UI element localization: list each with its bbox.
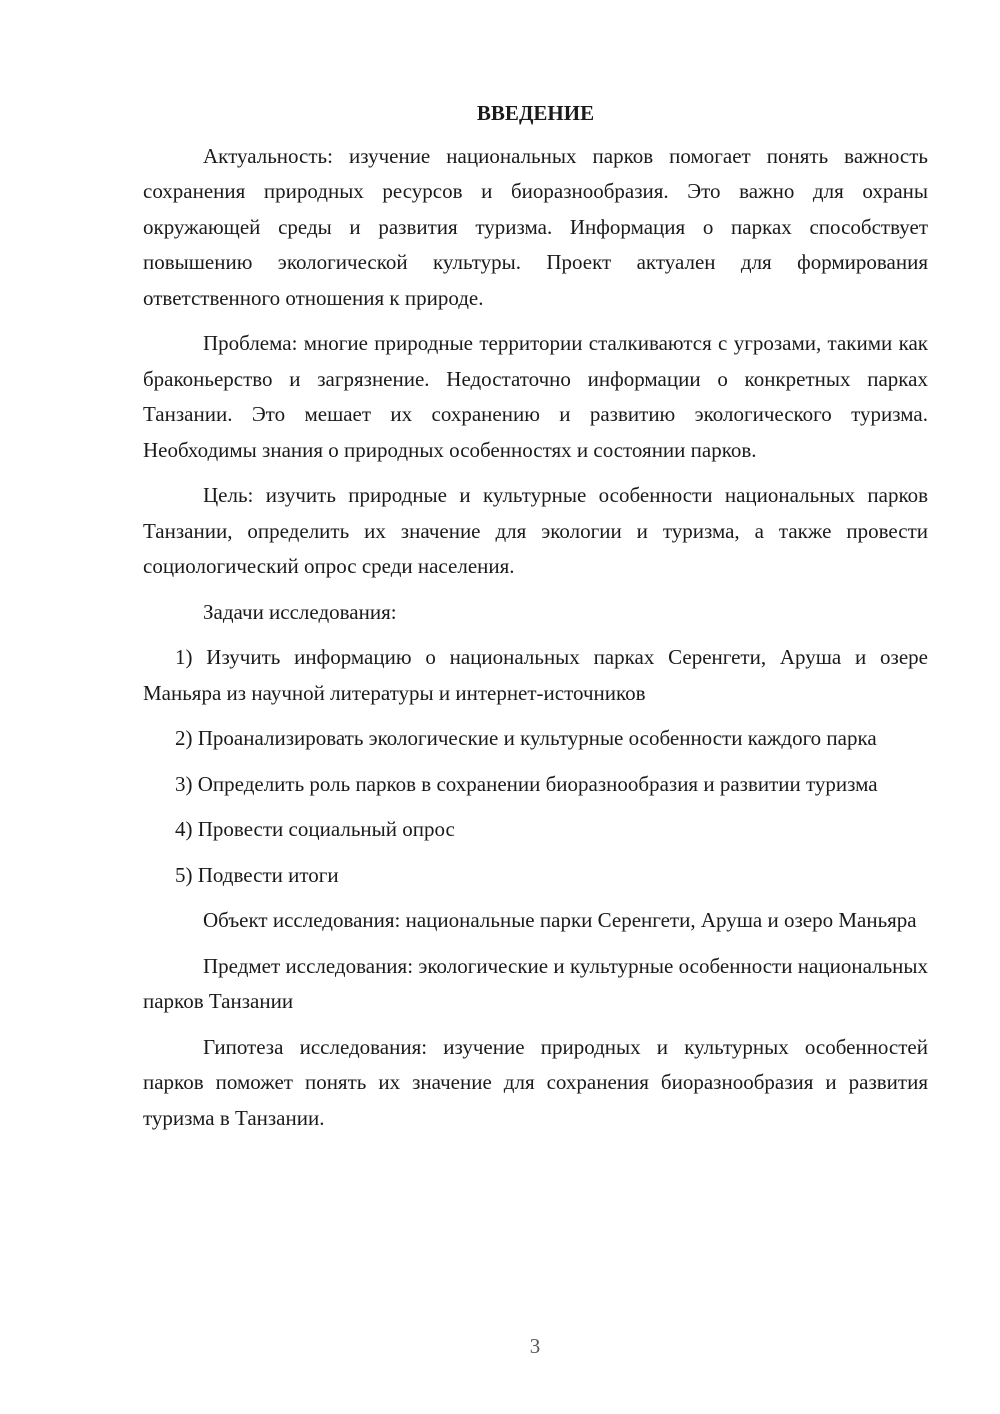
- relevance-paragraph: Актуальность: изучение национальных парков помогает понять важность сохранения природных ресурсов и биоразнообразия. Это важно для охраны окружающей среды и развития туризма. Информация о парках способствует повышению экологической культуры. Проект актуален для формирования ответственного отношения к природе.: [143, 143, 928, 310]
- goal-paragraph: Цель: изучить природные и культурные особенности национальных парков Танзании, определить их значение для экологии и туризма, а также провести социологический опрос среди населения.: [143, 483, 928, 578]
- subject-paragraph: Предмет исследования: экологические и культурные особенности национальных парков Танзании: [143, 953, 928, 1013]
- task-item-1: 1) Изучить информацию о национальных парках Серенгети, Аруша и озере Маньяра из научной литературы и интернет-источников: [143, 645, 928, 705]
- page-content: [143, 96, 928, 1146]
- page-number: 3: [529, 1334, 541, 1358]
- tasks-title: Задачи исследования:: [203, 599, 397, 624]
- task-item-4: 4) Провести социальный опрос: [175, 817, 455, 841]
- hypothesis-paragraph: Гипотеза исследования: изучение природных и культурных особенностей парков поможет понять их значение для сохранения биоразнообразия и развития туризма в Танзании.: [143, 1034, 928, 1130]
- task-item-2: 2) Проанализировать экологические и культурные особенности каждого парка: [175, 726, 877, 750]
- task-item-5: 5) Подвести итоги: [175, 862, 339, 887]
- section-heading: ВВЕДЕНИЕ: [476, 101, 595, 125]
- object-paragraph: Объект исследования: национальные парки Серенгети, Аруша и озеро Маньяра: [203, 908, 917, 932]
- task-item-3: 3) Определить роль парков в сохранении биоразнообразия и развитии туризма: [175, 771, 878, 796]
- problem-paragraph: Проблема: многие природные территории сталкиваются с угрозами, такими как браконьерство и загрязнение. Недостаточно информации о конкретных парках Танзании. Это мешает их сохранению и развитию экологического туризма. Необходимы знания о природных особенностях и состоянии парков.: [143, 331, 928, 462]
